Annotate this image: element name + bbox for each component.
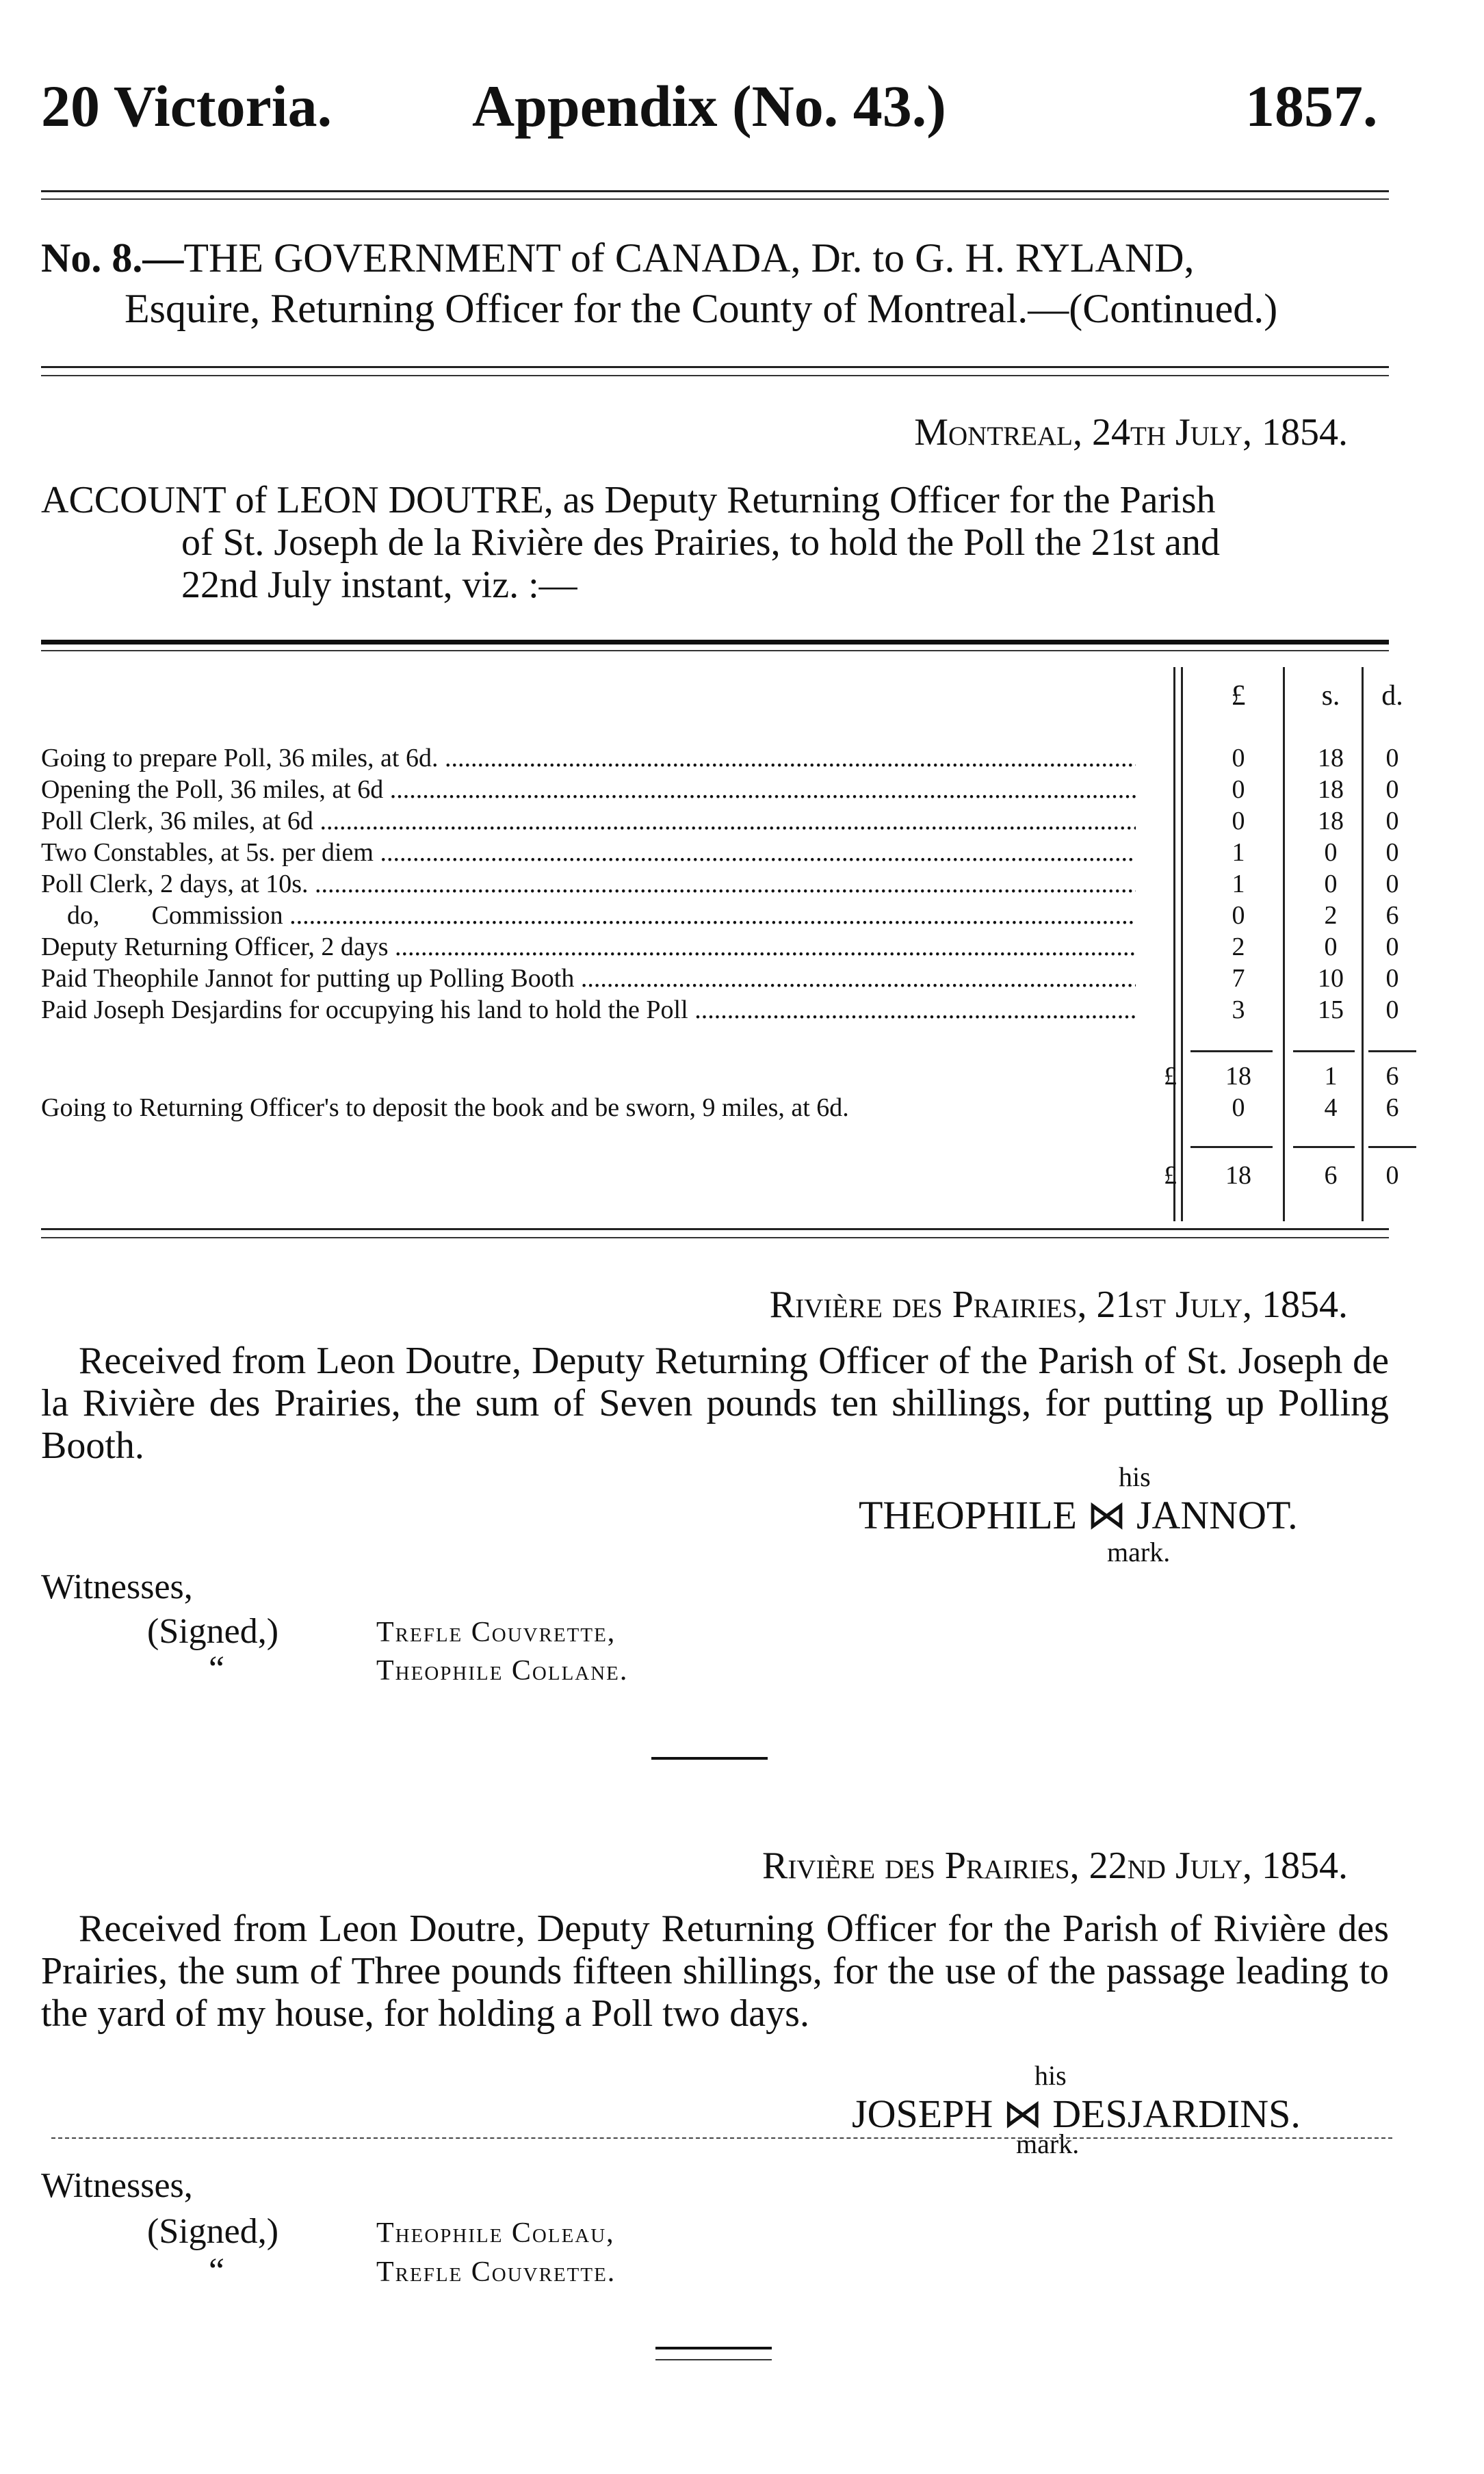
receipt2-witness-2: Trefle Couvrette. <box>376 2256 616 2288</box>
receipt1-ditto: “ <box>209 1650 225 1689</box>
table-row: do, Commission ..... 0 2 6 <box>41 900 1392 931</box>
subtotal-rule <box>1190 1050 1273 1052</box>
end-rule-2 <box>655 2359 772 2360</box>
receipt2-witnesses-label: Witnesses, <box>41 2166 193 2205</box>
table-row: Two Constables, at 5s. per diem ..... 1 0 0 <box>41 837 1392 868</box>
account-table <box>41 667 1403 1228</box>
table-row: Paid Joseph Desjardins for occupying his land to hold the Poll ..... 3 15 0 <box>41 994 1392 1026</box>
total-row: £ 18 6 0 <box>1164 1161 1399 1190</box>
dashed-rule <box>51 2137 1392 2139</box>
receipt1-signer: THEOPHILE ⋈ JANNOT. <box>859 1493 1298 1537</box>
receipt1-signed: (Signed,) <box>147 1612 279 1651</box>
receipt1-dateline: Rivière des Prairies, 21st July, 1854. <box>769 1284 1348 1326</box>
account-intro-line-1: ACCOUNT of LEON DOUTRE, as Deputy Returning Officer for the Parish <box>41 479 1216 521</box>
table-row: Opening the Poll, 36 miles, at 6d ..... 0 18 0 <box>41 774 1392 805</box>
receipt2-mark: mark. <box>1016 2128 1080 2159</box>
table-top-rule <box>41 640 1389 644</box>
column-pounds: £ <box>1231 680 1246 712</box>
title-rule-2 <box>41 375 1389 376</box>
table-row: Poll Clerk, 36 miles, at 6d ..... 0 18 0 <box>41 805 1392 837</box>
table-row: Deputy Returning Officer, 2 days ..... 2 0 0 <box>41 931 1392 963</box>
receipt1-witness-2: Theophile Collane. <box>376 1655 629 1687</box>
table-row: Going to Returning Officer's to deposit the book and be sworn, 9 miles, at 6d. 0 4 6 <box>41 1093 1399 1122</box>
table-row: Going to prepare Poll, 36 miles, at 6d. ..... 0 18 0 <box>41 742 1392 774</box>
title-line-2: Esquire, Returning Officer for the County of Montreal.—(Continued.) <box>125 286 1278 331</box>
end-rule-1 <box>655 2347 772 2349</box>
header-right: 1857. <box>1245 73 1378 139</box>
receipt2-ditto: “ <box>209 2252 225 2291</box>
separator-rule <box>651 1757 768 1760</box>
subtotal-row: £ 18 1 6 <box>1164 1062 1399 1091</box>
receipt1-witnesses-label: Witnesses, <box>41 1567 193 1606</box>
table-top-rule-2 <box>41 650 1389 651</box>
table-row: Paid Theophile Jannot for putting up Polling Booth ..... 7 10 0 <box>41 963 1392 994</box>
receipt2-dateline: Rivière des Prairies, 22nd July, 1854. <box>761 1845 1348 1887</box>
receipt1-text: Received from Leon Doutre, Deputy Returning Officer of the Parish of St. Joseph de la Rivière des Prairies, the sum of Seven pounds ten shillings, for putting up Polling Booth. <box>41 1340 1389 1467</box>
total-rule <box>1368 1146 1416 1148</box>
document-title <box>41 233 1389 334</box>
receipt2-text: Received from Leon Doutre, Deputy Returning Officer for the Parish of Rivière des Prairies, the sum of Three pounds fifteen shillings, for the use of the passage leading to the yard of my house, for holding a Poll two days. <box>41 1907 1389 2035</box>
header-left: 20 Victoria. <box>41 73 333 139</box>
account-intro <box>41 479 1389 606</box>
receipt2-signed: (Signed,) <box>147 2212 279 2251</box>
header-center: Appendix (No. 43.) <box>472 73 946 139</box>
subtotal-rule <box>1368 1050 1416 1052</box>
receipt2-his: his <box>1034 2060 1067 2091</box>
receipt2-witness-1: Theophile Coleau, <box>376 2217 615 2249</box>
table-bottom-rule-1 <box>41 1228 1389 1230</box>
subtotal-rule <box>1293 1050 1355 1052</box>
table-row: Poll Clerk, 2 days, at 10s. ..... 1 0 0 <box>41 868 1392 900</box>
title-line-1: No. 8.—THE GOVERNMENT of CANADA, Dr. to G. H. RYLAND, <box>41 235 1195 281</box>
receipt2-signer: JOSEPH ⋈ DESJARDINS. <box>852 2092 1301 2136</box>
total-rule <box>1293 1146 1355 1148</box>
account-intro-line-2: of St. Joseph de la Rivière des Prairies, to hold the Poll the 21st and <box>181 521 1221 564</box>
title-rule-1 <box>41 366 1389 368</box>
dateline-montreal: Montreal, 24th July, 1854. <box>914 411 1348 454</box>
header-rule-2 <box>41 198 1389 200</box>
receipt1-his: his <box>1119 1461 1151 1492</box>
total-rule <box>1190 1146 1273 1148</box>
receipt1-mark: mark. <box>1107 1537 1171 1567</box>
header-rule-1 <box>41 190 1389 192</box>
receipt1-witness-1: Trefle Couvrette, <box>376 1617 616 1648</box>
column-shillings: s. <box>1321 680 1340 712</box>
column-pence: d. <box>1381 680 1403 712</box>
account-intro-line-3: 22nd July instant, viz. :— <box>181 564 577 606</box>
table-bottom-rule-2 <box>41 1237 1389 1238</box>
